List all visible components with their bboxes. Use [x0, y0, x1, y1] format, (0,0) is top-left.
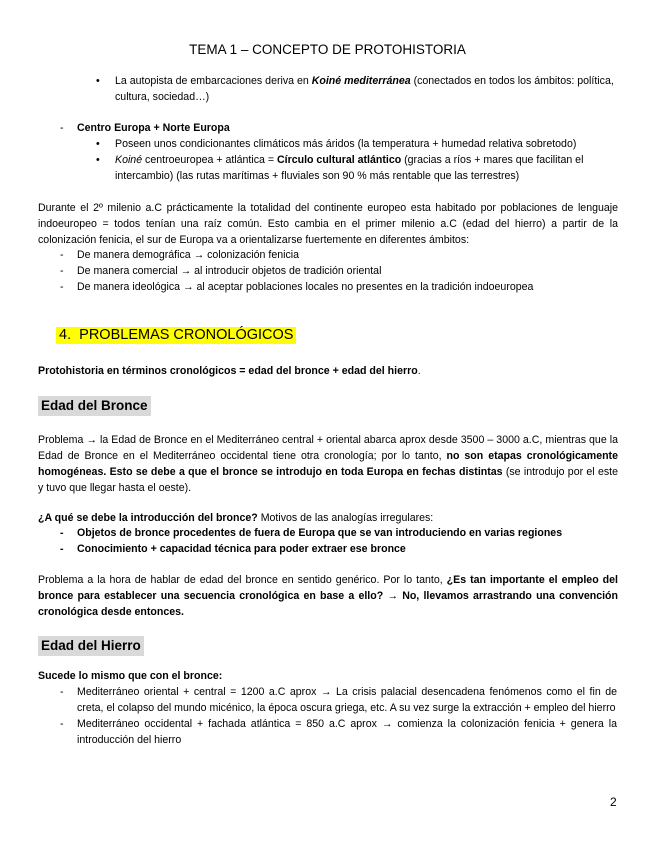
bronce-reasons-list — [60, 526, 617, 558]
bronce-question: ¿A qué se debe la introducción del bronce? Motivos de las analogías irregulares: — [38, 512, 434, 524]
list-item: - Conocimiento + capacidad técnica para poder extraer ese bronce — [77, 542, 617, 558]
list-item: - Objetos de bronce procedentes de fuera de Europa que se van introduciendo en varias regiones — [77, 526, 617, 542]
dash-icon: - — [60, 280, 64, 293]
dash-icon: - — [60, 122, 64, 134]
bronce-paragraph: Problema → la Edad de Bronce en el Mediterráneo central + oriental abarca aprox desde 3500 – 3000 a.C, mientras que la Edad de Bronce en el Mediterráneo occidental tiene otra cronología; por lo tanto, no son etapas cronológicamente homogéneas. Esto se debe a que el bronce se introdujo en toda Europa en fechas distintas (se introdujo por el este y tuvo que llegar hasta el oeste). — [38, 434, 618, 494]
centro-europa-heading: - Centro Europa + Norte Europa — [77, 121, 617, 137]
bronce-problem-paragraph: Problema a la hora de hablar de edad del bronce en sentido genérico. Por lo tanto, ¿Es tan importante el empleo del bronce para establecer una secuencia cronológica en base a ello? → No, llevamos arrastrando una convención cronológica desde entonces. — [38, 574, 618, 618]
bronce-heading: Edad del Bronce — [38, 396, 151, 416]
bullet-icon: • — [96, 75, 100, 87]
hierro-list — [60, 685, 617, 749]
list-item: - De manera demográfica → colonización fenicia — [77, 248, 617, 264]
centro-europa-list — [96, 137, 618, 185]
bullet-icon: • — [96, 138, 100, 150]
page-title: TEMA 1 – CONCEPTO DE PROTOHISTORIA — [189, 42, 466, 57]
hierro-heading: Edad del Hierro — [38, 636, 144, 656]
milenio-paragraph: Durante el 2º milenio a.C prácticamente la totalidad del continente europeo esta habitado por poblaciones de lenguaje indoeuropeo = todos tenían una raíz común. Esto cambia en el primer milenio a.C (edad del hierro) a partir de la colonización fenicia, el sur de Europa va a orientalizarse fuertemente en diferentes ámbitos: — [38, 202, 618, 246]
protohistoria-definition: Protohistoria en términos cronológicos = edad del bronce + edad del hierro. — [38, 365, 421, 377]
list-item: - Mediterráneo oriental + central = 1200 a.C aprox → La crisis palacial desencadena fenómenos como el fin de creta, el colapso del mundo micénico, la época oscura griega, etc. A su vez surge la extracción + empleo del hierro — [60, 686, 617, 714]
list-item: • Koiné centroeuropea + atlántica = Círculo cultural atlántico (gracias a ríos + mares que facilitan el intercambio) (las rutas marítimas + fluviales son 90 % más rentable que las terrestres) — [96, 153, 584, 182]
list-item: • La autopista de embarcaciones deriva en Koiné mediterránea (conectados en todos los ámbitos: política, cultura, sociedad…) — [96, 75, 614, 103]
dash-icon: - — [60, 249, 64, 261]
dash-icon: - — [60, 542, 64, 555]
list-item: - De manera comercial → al introducir objetos de tradición oriental — [77, 264, 617, 280]
dash-icon: - — [60, 264, 64, 277]
bullet-icon: • — [96, 153, 100, 166]
dash-icon: - — [60, 686, 64, 698]
milenio-list — [60, 248, 617, 296]
page-number: 2 — [610, 795, 617, 809]
dash-icon: - — [60, 717, 64, 730]
intro-list — [96, 74, 618, 106]
dash-icon: - — [60, 527, 64, 539]
hierro-intro: Sucede lo mismo que con el bronce: — [38, 670, 223, 682]
list-item: - Mediterráneo occidental + fachada atlántica = 850 a.C aprox → comienza la colonización fenicia + genera la introducción del hierro — [60, 717, 617, 746]
list-item: • Poseen unos condicionantes climáticos más áridos (la temperatura + humedad relativa sobretodo) — [115, 137, 618, 153]
section-heading: 4. PROBLEMAS CRONOLÓGICOS — [56, 325, 296, 347]
list-item: - De manera ideológica → al aceptar poblaciones locales no presentes en la tradición indoeuropea — [77, 280, 617, 296]
